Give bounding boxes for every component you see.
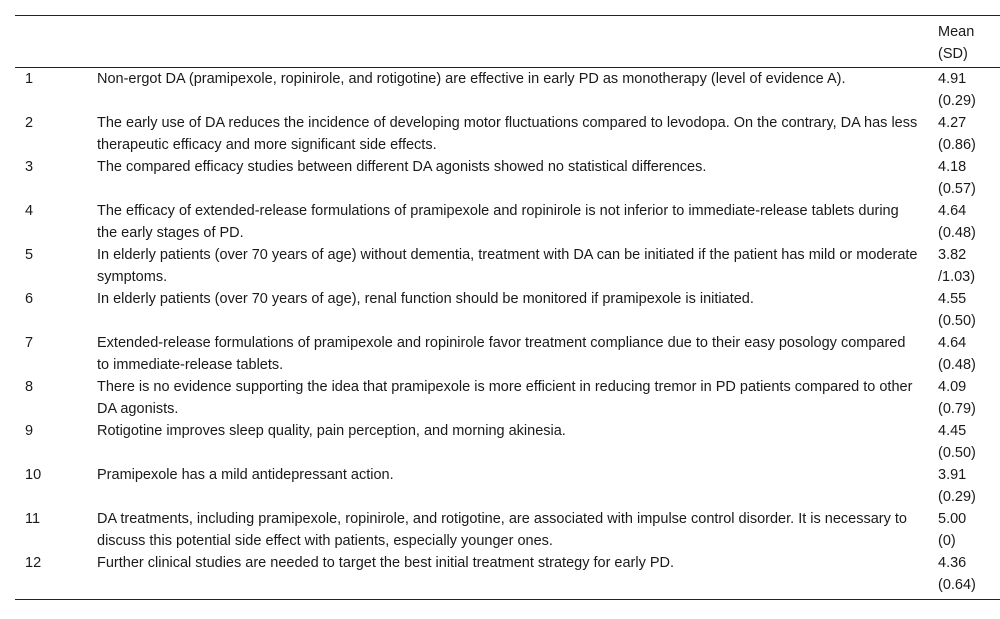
- row-sd-value: (0.86): [938, 136, 976, 153]
- table-row: [15, 421, 1000, 465]
- row-mean-sd: [938, 157, 1000, 201]
- row-mean-sd: [938, 333, 1000, 377]
- row-mean-sd: [938, 421, 1000, 465]
- row-sd-value: (0.48): [938, 356, 976, 373]
- row-number: 11: [25, 511, 41, 527]
- table-row: [15, 68, 1000, 114]
- consensus-table-container: [15, 15, 985, 600]
- table-row: [15, 465, 1000, 509]
- table-body: [15, 68, 1000, 600]
- row-mean-value: 4.45: [938, 423, 967, 439]
- row-statement: In elderly patients (over 70 years of age) without dementia, treatment with DA can be initiated if the patient has mild or moderate symptoms.: [97, 247, 918, 285]
- row-sd-value: (0.48): [938, 224, 976, 241]
- row-mean-value: 4.64: [938, 335, 967, 351]
- row-mean-sd: [938, 553, 1000, 600]
- row-number: 6: [25, 291, 34, 307]
- row-number: 10: [25, 467, 42, 483]
- row-mean-sd: [938, 465, 1000, 509]
- row-mean-value: 4.27: [938, 115, 967, 131]
- row-sd-value: (0.29): [938, 488, 976, 505]
- row-mean-sd: [938, 68, 1000, 114]
- row-number: 7: [25, 335, 34, 351]
- header-mean-sd: [938, 16, 1000, 68]
- row-statement: In elderly patients (over 70 years of age), renal function should be monitored if pramipexole is initiated.: [97, 291, 754, 307]
- table-row: [15, 157, 1000, 201]
- row-statement: Rotigotine improves sleep quality, pain perception, and morning akinesia.: [97, 423, 566, 439]
- row-sd-value: (0.79): [938, 400, 976, 417]
- table-header: [15, 16, 1000, 68]
- header-statement: [97, 16, 938, 68]
- row-statement: Extended-release formulations of pramipexole and ropinirole favor treatment compliance due to their easy posology compared to immediate-release tablets.: [97, 335, 906, 373]
- row-mean-value: 4.55: [938, 291, 967, 307]
- row-mean-sd: [938, 113, 1000, 157]
- row-sd-value: /1.03): [938, 268, 976, 285]
- row-mean-sd: [938, 289, 1000, 333]
- row-sd-value: (0): [938, 532, 956, 549]
- table-row: [15, 113, 1000, 157]
- row-mean-value: 4.09: [938, 379, 967, 395]
- row-number: 4: [25, 203, 34, 219]
- row-statement: The early use of DA reduces the incidence of developing motor fluctuations compared to levodopa. On the contrary, DA has less therapeutic efficacy and more significant side effects.: [97, 115, 918, 153]
- header-mean-label: Mean: [938, 24, 975, 40]
- header-sd-label: (SD): [938, 45, 968, 62]
- row-statement: There is no evidence supporting the idea that pramipexole is more efficient in reducing tremor in PD patients compared to other DA agonists.: [97, 379, 913, 417]
- row-number: 5: [25, 247, 34, 263]
- table-row: [15, 201, 1000, 245]
- row-sd-value: (0.29): [938, 92, 976, 109]
- row-sd-value: (0.50): [938, 444, 976, 461]
- row-statement: Non-ergot DA (pramipexole, ropinirole, and rotigotine) are effective in early PD as monotherapy (level of evidence A).: [97, 71, 846, 87]
- row-statement: DA treatments, including pramipexole, ropinirole, and rotigotine, are associated with impulse control disorder. It is necessary to discuss this potential side effect with patients, especially younger ones.: [97, 511, 907, 549]
- row-mean-value: 3.91: [938, 467, 967, 483]
- row-number: 2: [25, 115, 34, 131]
- row-statement: The efficacy of extended-release formulations of pramipexole and ropinirole is not inferior to immediate-release tablets during the early stages of PD.: [97, 203, 899, 241]
- row-sd-value: (0.57): [938, 180, 976, 197]
- row-mean-sd: [938, 509, 1000, 553]
- header-row: [15, 16, 1000, 68]
- row-mean-sd: [938, 245, 1000, 289]
- table-row: [15, 289, 1000, 333]
- table-row: [15, 377, 1000, 421]
- row-mean-value: 5.00: [938, 511, 967, 527]
- table-row: [15, 333, 1000, 377]
- row-mean-value: 4.18: [938, 159, 967, 175]
- row-sd-value: (0.64): [938, 576, 976, 593]
- row-mean-sd: [938, 377, 1000, 421]
- row-number: 12: [25, 555, 42, 571]
- header-number: [15, 16, 97, 68]
- row-mean-value: 4.64: [938, 203, 967, 219]
- row-mean-sd: [938, 201, 1000, 245]
- row-number: 3: [25, 159, 34, 175]
- row-number: 1: [25, 71, 34, 87]
- table-row: [15, 553, 1000, 600]
- row-statement: The compared efficacy studies between different DA agonists showed no statistical differences.: [97, 159, 707, 175]
- row-number: 9: [25, 423, 34, 439]
- row-sd-value: (0.50): [938, 312, 976, 329]
- row-statement: Pramipexole has a mild antidepressant action.: [97, 467, 394, 483]
- row-number: 8: [25, 379, 34, 395]
- row-mean-value: 4.91: [938, 71, 967, 87]
- row-statement: Further clinical studies are needed to target the best initial treatment strategy for early PD.: [97, 555, 675, 571]
- table-row: [15, 509, 1000, 553]
- consensus-table: [15, 15, 1000, 600]
- table-row: [15, 245, 1000, 289]
- row-mean-value: 3.82: [938, 247, 967, 263]
- row-mean-value: 4.36: [938, 555, 967, 571]
